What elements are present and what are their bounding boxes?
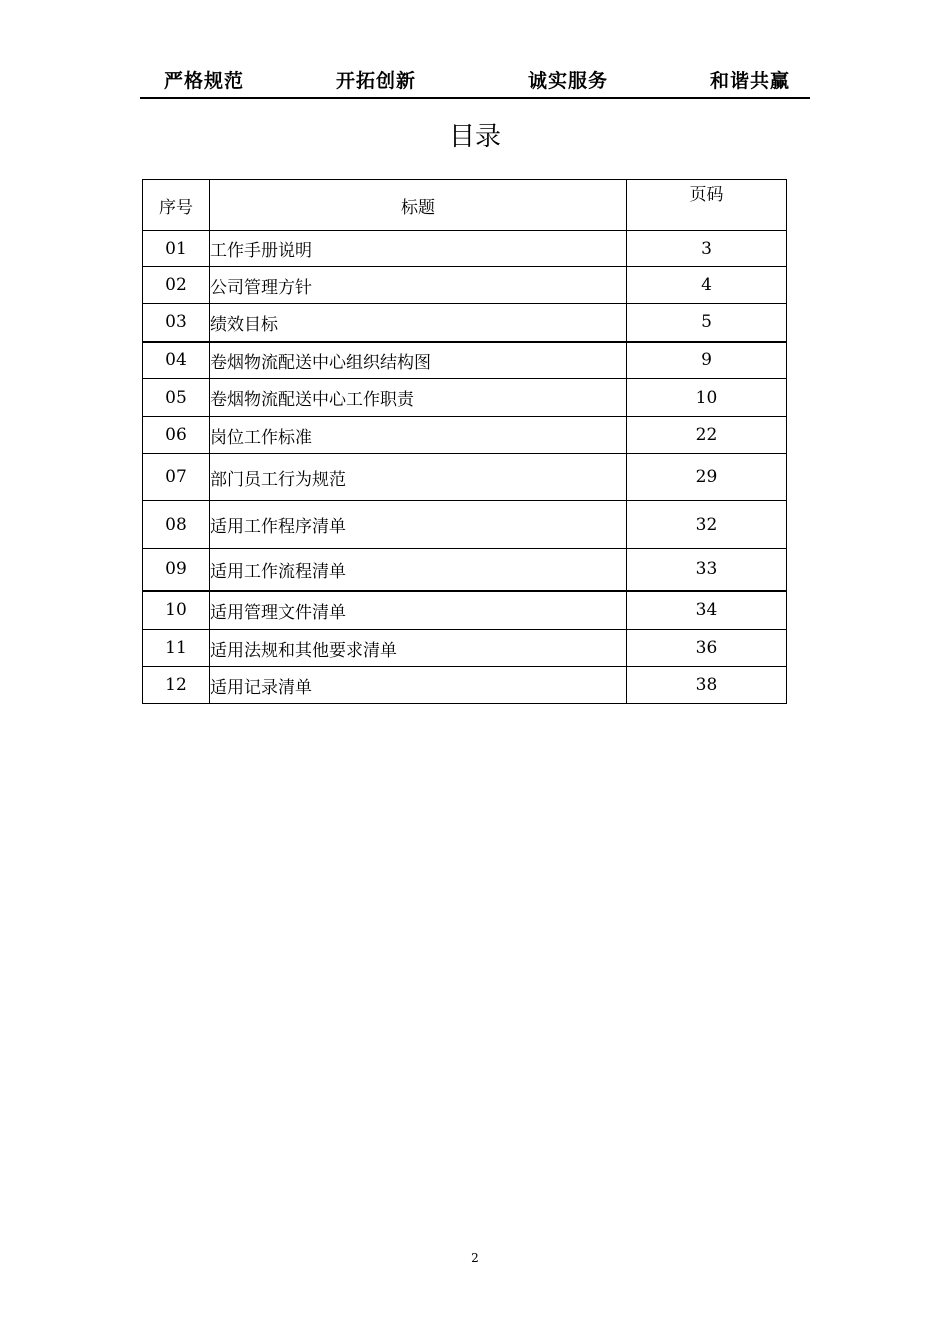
toc-row-number: 10 [143,591,210,630]
toc-row-number: 09 [143,549,210,591]
col-header-no: 序号 [143,180,210,231]
toc-table [142,179,787,704]
toc-row [143,267,787,304]
motto-2: 开拓创新 [336,70,417,92]
toc-row-page: 22 [627,417,787,454]
toc-row-page: 33 [627,549,787,591]
toc-row [143,379,787,417]
toc-row-number: 08 [143,501,210,549]
toc-row [143,667,787,704]
toc-row-page: 36 [627,630,787,667]
toc-header-row [143,180,787,231]
motto-4: 和谐共赢 [710,70,791,92]
toc-row-number: 12 [143,667,210,704]
toc-row-page: 5 [627,304,787,342]
toc-row [143,304,787,342]
toc-row-title: 部门员工行为规范 [210,454,627,501]
toc-row [143,231,787,267]
toc-title: 目录 [448,122,501,152]
toc-row-number: 11 [143,630,210,667]
toc-row-page: 29 [627,454,787,501]
toc-row-title: 适用法规和其他要求清单 [210,630,627,667]
toc-row-number: 04 [143,342,210,379]
toc-row-page: 32 [627,501,787,549]
toc-row [143,591,787,630]
toc-row-title: 适用工作流程清单 [210,549,627,591]
toc-row-page: 38 [627,667,787,704]
toc-row-title: 卷烟物流配送中心组织结构图 [210,342,627,379]
toc-row-page: 9 [627,342,787,379]
toc-row-page: 3 [627,231,787,267]
toc-row [143,549,787,591]
toc-row [143,417,787,454]
header-mottos [140,62,810,96]
toc-row-page: 34 [627,591,787,630]
toc-row-number: 02 [143,267,210,304]
toc-row [143,454,787,501]
toc-row-number: 03 [143,304,210,342]
toc-row-number: 07 [143,454,210,501]
toc-row-title: 适用管理文件清单 [210,591,627,630]
toc-row-title: 卷烟物流配送中心工作职责 [210,379,627,417]
toc-row [143,630,787,667]
toc-body [143,231,787,704]
motto-3: 诚实服务 [528,70,609,92]
header-rule [140,97,810,99]
toc-row-title: 适用工作程序清单 [210,501,627,549]
toc-row-page: 4 [627,267,787,304]
toc-row-title: 工作手册说明 [210,231,627,267]
toc-row-title: 适用记录清单 [210,667,627,704]
toc-row-number: 01 [143,231,210,267]
toc-row-number: 06 [143,417,210,454]
toc-row-title: 公司管理方针 [210,267,627,304]
toc-row-title: 绩效目标 [210,304,627,342]
toc-row-title: 岗位工作标准 [210,417,627,454]
motto-1: 严格规范 [164,70,245,92]
col-header-title: 标题 [210,180,627,231]
toc-row [143,501,787,549]
toc-row-number: 05 [143,379,210,417]
toc-row-page: 10 [627,379,787,417]
toc-row [143,342,787,379]
page-number: 2 [471,1251,479,1265]
col-header-page: 页码 [627,180,787,231]
